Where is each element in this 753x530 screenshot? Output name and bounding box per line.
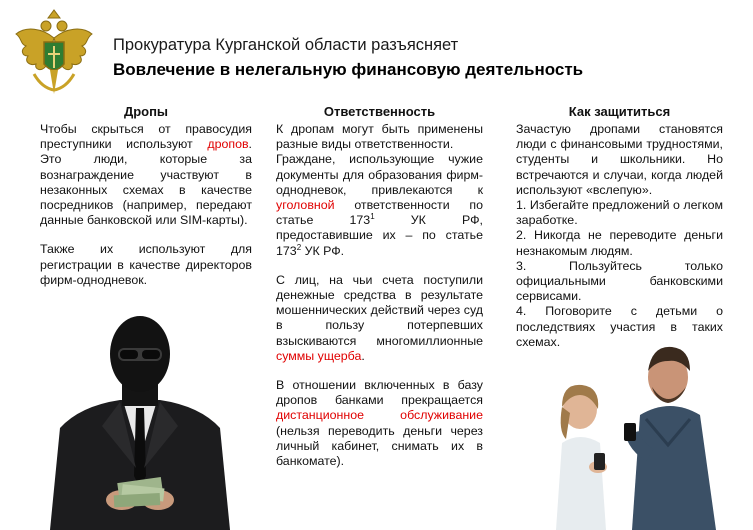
parent-child-phones-photo xyxy=(540,335,740,530)
drops-paragraph-2: Также их используют для регистрации в качестве директоров фирм-однодневок. xyxy=(40,242,252,287)
heading-protection: Как защититься xyxy=(568,104,671,119)
prosecutor-emblem-icon xyxy=(12,8,96,96)
list-item: 1. Избегайте предложений о легком заработке. xyxy=(516,198,723,228)
column-responsibility xyxy=(276,104,483,469)
list-item: 3. Пользуйтесь только официальными банковскими сервисами. xyxy=(516,258,723,304)
responsibility-paragraph-2: Граждане, использующие чужие документы для образования фирм-однодневок, привлекаются к уголовной ответственности по статье $173^1$ УК РФ, предоставившие их – по статье $173^2$ УК РФ. xyxy=(276,152,483,258)
column-drops xyxy=(40,104,252,288)
protection-intro: Зачастую дропами становятся люди с финансовыми трудностями, студенты и школьники. Но встречаются и случаи, когда людей используют «вслепую». xyxy=(516,122,723,197)
heading-responsibility: Ответственность xyxy=(323,104,436,119)
responsibility-paragraph-3: С лиц, на чьи счета поступили денежные средства в результате мошеннических действий через суд в пользу потерпевших взыскиваются многомиллионные суммы ущерба. xyxy=(276,272,483,363)
list-item: 2. Никогда не переводите деньги незнакомым людям. xyxy=(516,228,723,258)
masked-man-photo xyxy=(40,308,240,530)
page-title: Вовлечение в нелегальную финансовую деятельность xyxy=(113,60,584,79)
list-item: 4. Поговорите с детьми о последствиях участия в таких схемах. xyxy=(516,304,723,349)
organization-title: Прокуратура Курганской области разъясняет xyxy=(113,36,459,54)
protection-list xyxy=(516,198,723,350)
heading-drops: Дропы xyxy=(123,104,169,119)
responsibility-paragraph-1: К дропам могут быть применены разные виды ответственности. xyxy=(276,122,483,152)
column-protection xyxy=(516,104,723,350)
responsibility-paragraph-4: В отношении включенных в базу дропов банками прекращается дистанционное обслуживание (нельзя переводить деньги через личный кабинет, снимать их в банкомате). xyxy=(276,378,483,469)
drops-paragraph-1: Чтобы скрыться от правосудия преступники используют дропов. Это люди, которые за вознаграждение участвуют в незаконных схемах в качестве посредников (например, передают данные банковской или SIM-карты). xyxy=(40,122,252,228)
